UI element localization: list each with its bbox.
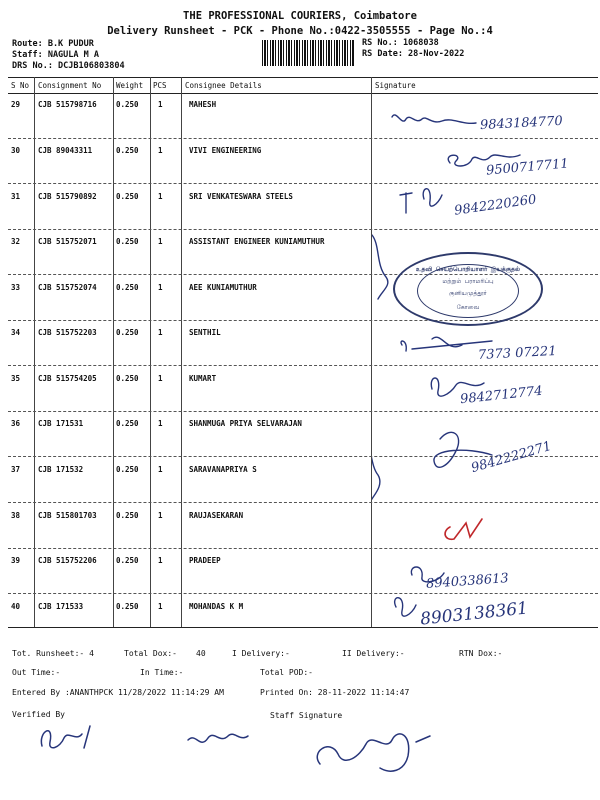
row-consignment: CJB 515801703: [38, 511, 97, 520]
row-pcs: 1: [158, 192, 163, 201]
col-header-consignee: Consignee Details: [185, 81, 262, 90]
row-consignee: RAUJASEKARAN: [189, 511, 244, 520]
total-dox-value: 40: [196, 649, 206, 658]
col-divider: [34, 77, 35, 627]
row-pcs: 1: [158, 419, 163, 428]
row-consignment: CJB 515754205: [38, 374, 97, 383]
row-weight: 0.250: [116, 419, 139, 428]
row-pcs: 1: [158, 283, 163, 292]
signature-stroke: [392, 115, 476, 123]
row-consignment: CJB 515798716: [38, 100, 97, 109]
col-header-consignment: Consignment No: [38, 81, 102, 90]
col-header-pcs: PCS: [153, 81, 167, 90]
row-consignment: CJB 171531: [38, 419, 84, 428]
row-consignment: CJB 515752074: [38, 283, 97, 292]
total-dox-label: Total Dox:-: [124, 649, 177, 658]
col-divider: [150, 77, 151, 627]
row-weight: 0.250: [116, 511, 139, 520]
row-sno: 31: [11, 192, 21, 201]
row-consignee: SARAVANAPRIYA S: [189, 465, 257, 474]
red-ink-mark: [445, 519, 482, 539]
stamp-line: குனியமுத்தூர்: [449, 290, 487, 297]
staff-signature: [317, 734, 430, 771]
table-top-rule: [8, 77, 598, 78]
row-consignment: CJB 515752071: [38, 237, 97, 246]
row-consignee: MAHESH: [189, 100, 217, 109]
row-sno: 38: [11, 511, 21, 520]
row-consignee: SENTHIL: [189, 328, 221, 337]
row-weight: 0.250: [116, 556, 139, 565]
row-weight: 0.250: [116, 283, 139, 292]
staff-signature-label: Staff Signature: [270, 711, 343, 720]
row-weight: 0.250: [116, 146, 139, 155]
row-consignment: CJB 515752203: [38, 328, 97, 337]
row-weight: 0.250: [116, 328, 139, 337]
row-pcs: 1: [158, 511, 163, 520]
row-consignee: PRADEEP: [189, 556, 221, 565]
barcode: [262, 40, 354, 66]
col-divider: [181, 77, 182, 627]
row-pcs: 1: [158, 465, 163, 474]
staff-label: Staff: NAGULA M A: [12, 50, 99, 60]
row-consignment: CJB 89043311: [38, 146, 93, 155]
entered-by: Entered By :ANANTHPCK 11/28/2022 11:14:29 AM: [12, 688, 224, 697]
i-delivery: I Delivery:-: [232, 649, 290, 658]
row-sno: 40: [11, 602, 21, 611]
out-time: Out Time:-: [12, 668, 61, 677]
row-sno: 37: [11, 465, 21, 474]
row-consignee: ASSISTANT ENGINEER KUNIAMUTHUR: [189, 237, 325, 246]
route-label: Route: B.K PUDUR: [12, 39, 94, 49]
row-weight: 0.250: [116, 602, 139, 611]
row-sno: 36: [11, 419, 21, 428]
row-sno: 35: [11, 374, 21, 383]
row-sno: 34: [11, 328, 21, 337]
row-pcs: 1: [158, 100, 163, 109]
stamp-line: உதவி செயற்பொறியாளர் இயக்குதல்: [416, 266, 520, 273]
row-consignee: MOHANDAS K M: [189, 602, 244, 611]
row-consignee: SHANMUGA PRIYA SELVARAJAN: [189, 419, 302, 428]
ii-delivery: II Delivery:-: [342, 649, 405, 658]
signature-stroke: [372, 235, 388, 299]
row-weight: 0.250: [116, 465, 139, 474]
col-header-sno: S No: [11, 81, 30, 90]
footer-signatures: [20, 712, 580, 792]
row-pcs: 1: [158, 374, 163, 383]
row-sno: 29: [11, 100, 21, 109]
verified-by: Verified By: [12, 710, 65, 719]
handwritten-number: 8940338613: [425, 571, 510, 592]
row-pcs: 1: [158, 237, 163, 246]
row-pcs: 1: [158, 328, 163, 337]
handwritten-number: 8903138361: [419, 598, 529, 630]
verified-signature: [41, 726, 90, 748]
handwritten-number: 9500717711: [485, 156, 570, 179]
table-bottom-rule: [8, 627, 598, 628]
col-divider: [113, 77, 114, 627]
signature-stroke: [395, 598, 416, 616]
handwritten-number: 7373 07221: [477, 343, 557, 364]
row-consignee: AEE KUNIAMUTHUR: [189, 283, 257, 292]
stamp-line: கோவை: [456, 304, 480, 311]
handwritten-number: 9843184770: [479, 113, 564, 134]
signature-stroke: [400, 189, 442, 213]
row-pcs: 1: [158, 556, 163, 565]
printed-on: Printed On: 28-11-2022 11:14:47: [260, 688, 410, 697]
row-sno: 39: [11, 556, 21, 565]
row-consignee: SRI VENKATESWARA STEELS: [189, 192, 293, 201]
drs-number: DRS No.: DCJB106803804: [12, 61, 125, 71]
row-sno: 32: [11, 237, 21, 246]
company-title: THE PROFESSIONAL COURIERS, Coimbatore: [183, 10, 417, 22]
table-header-rule: [8, 93, 598, 94]
row-weight: 0.250: [116, 237, 139, 246]
row-sno: 30: [11, 146, 21, 155]
total-pod: Total POD:-: [260, 668, 313, 677]
row-pcs: 1: [158, 146, 163, 155]
row-consignment: CJB 515752206: [38, 556, 97, 565]
handwritten-number: 9842222271: [469, 438, 554, 477]
row-consignment: CJB 171533: [38, 602, 84, 611]
row-consignee: KUMART: [189, 374, 217, 383]
scribble-signature: [188, 734, 248, 742]
row-weight: 0.250: [116, 192, 139, 201]
handwritten-number: 9842712774: [459, 383, 544, 408]
row-consignee: VIVI ENGINEERING: [189, 146, 262, 155]
rs-number: RS No.: 1068038: [362, 38, 439, 48]
tot-runsheet: Tot. Runsheet:- 4: [12, 649, 94, 658]
handwritten-number: 9842220260: [453, 192, 538, 219]
row-weight: 0.250: [116, 100, 139, 109]
row-consignment: CJB 171532: [38, 465, 84, 474]
row-weight: 0.250: [116, 374, 139, 383]
stamp-line: மற்றும் பராமரிப்பு: [442, 278, 494, 285]
rtn-dox: RTN Dox:-: [459, 649, 503, 658]
rs-date: RS Date: 28-Nov-2022: [362, 49, 465, 59]
col-header-signature: Signature: [375, 81, 416, 90]
row-sno: 33: [11, 283, 21, 292]
office-stamp: [393, 252, 543, 326]
row-consignment: CJB 515790892: [38, 192, 97, 201]
row-pcs: 1: [158, 602, 163, 611]
col-header-weight: Weight: [116, 81, 144, 90]
in-time: In Time:-: [140, 668, 184, 677]
runsheet-line: Delivery Runsheet - PCK - Phone No.:0422-3505555 - Page No.:4: [107, 25, 493, 37]
signature-stroke: [372, 435, 380, 499]
